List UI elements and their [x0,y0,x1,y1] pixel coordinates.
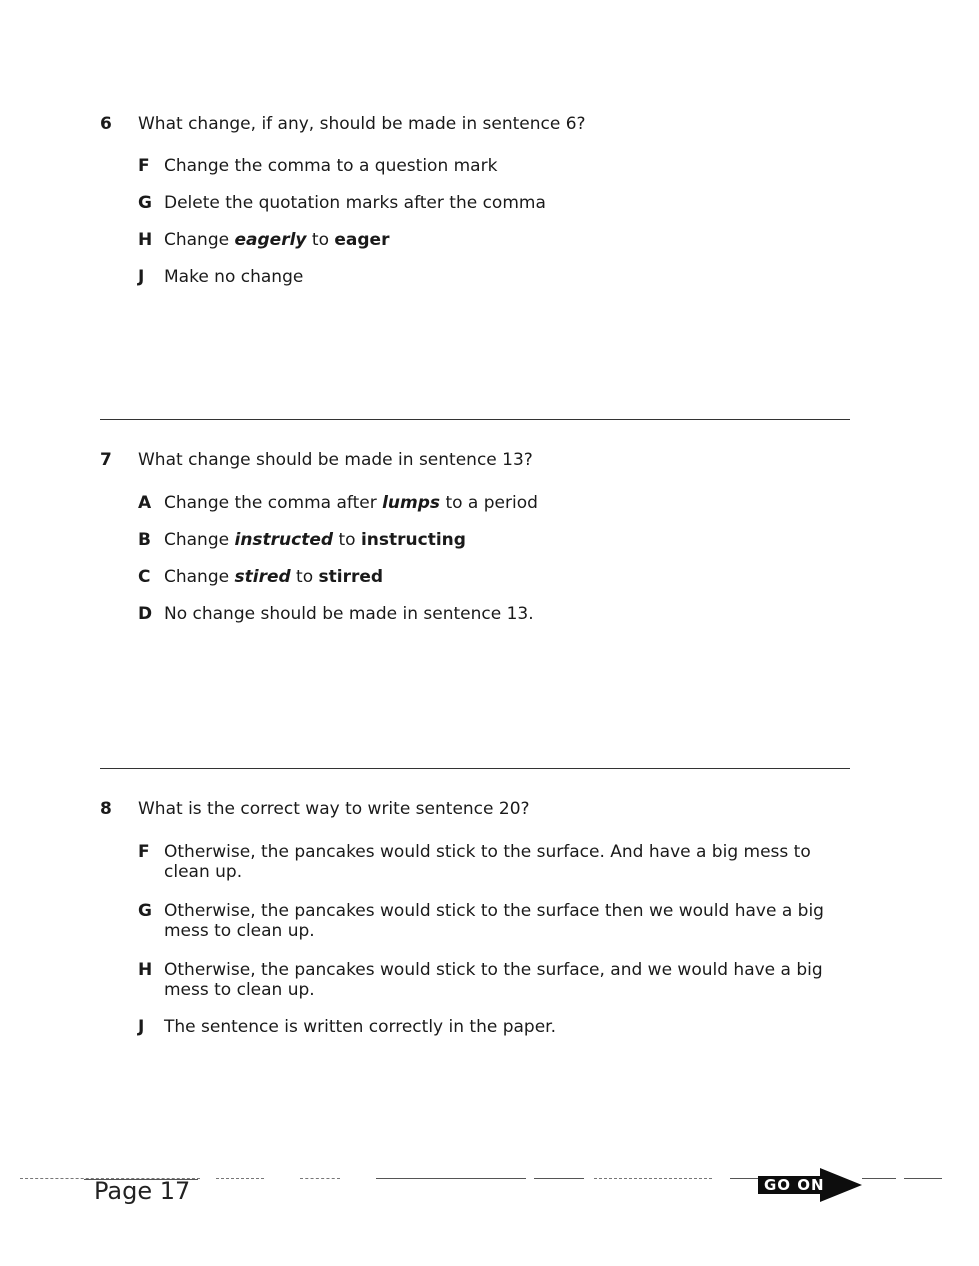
answer-option[interactable] [138,901,838,941]
option-text-part: Delete the quotation marks after the comma [164,193,546,213]
answer-option[interactable] [138,842,838,882]
option-text [164,1017,838,1037]
footer-rule [534,1178,584,1179]
option-text [164,193,860,213]
footer-rule [862,1178,896,1179]
page-number: Page 17 [94,1177,191,1205]
footer-rule [730,1178,760,1179]
question-stem: What change should be made in sentence 13? [138,450,533,470]
option-letter: D [138,604,153,624]
question-7 [100,450,860,624]
answer-option[interactable] [138,230,860,250]
option-letter: F [138,156,150,176]
go-on-label: GO ON [764,1176,825,1194]
option-text [164,230,860,250]
option-letter: J [138,267,145,287]
question-number: 8 [100,799,112,819]
option-text [164,604,860,624]
question-stem: What change, if any, should be made in sentence 6? [138,114,586,134]
answer-option[interactable] [138,267,860,287]
answer-option[interactable] [138,960,838,1000]
option-text [164,567,860,587]
option-letter: J [138,1017,145,1037]
page-footer [0,1160,979,1220]
answer-option[interactable] [138,193,860,213]
option-text-part: to [306,230,335,250]
emphasized-word: eager [334,230,390,250]
option-text [164,530,860,550]
option-letter: A [138,493,152,513]
option-text-part: Change [164,567,235,587]
emphasized-word: lumps [382,493,441,513]
answer-option[interactable] [138,530,860,550]
option-text-part: to [290,567,319,587]
emphasized-word: eagerly [234,230,307,250]
option-text-part: The sentence is written correctly in the paper. [164,1017,556,1037]
option-letter: H [138,960,153,980]
emphasized-word: stired [234,567,291,587]
footer-rule [376,1178,526,1179]
option-text-part: Otherwise, the pancakes would stick to the surface then we would have a big mess to clean up. [164,901,830,941]
section-divider [100,768,850,769]
option-text-part: Otherwise, the pancakes would stick to the surface. And have a big mess to clean up. [164,842,817,882]
option-text-part: to [333,530,361,550]
option-text-part: Make no change [164,267,304,287]
option-text-part: Change the comma to a question mark [164,156,498,176]
emphasized-word: instructed [234,530,334,550]
question-number: 6 [100,114,112,134]
go-on-arrow [758,1168,862,1202]
option-letter: F [138,842,150,862]
footer-rule [904,1178,942,1179]
option-letter: B [138,530,151,550]
option-text [164,493,860,513]
answer-option[interactable] [138,493,860,513]
option-text [164,842,838,882]
answer-option[interactable] [138,567,860,587]
option-text [164,267,860,287]
answer-option[interactable] [138,604,860,624]
question-6 [100,114,860,287]
answer-options [138,842,838,1037]
option-text-part: Change [164,230,235,250]
question-stem: What is the correct way to write sentence 20? [138,799,530,819]
option-letter: C [138,567,151,587]
question-8 [100,799,860,1037]
option-text-part: Change [164,530,235,550]
answer-option[interactable] [138,156,860,176]
option-text-part: to a period [440,493,538,513]
footer-rule [594,1178,712,1179]
option-text-part: No change should be made in sentence 13. [164,604,534,624]
option-text-part: Otherwise, the pancakes would stick to the surface, and we would have a big mess to clean up. [164,960,829,1000]
section-divider [100,419,850,420]
answer-options [138,493,860,624]
option-letter: H [138,230,153,250]
option-letter: G [138,901,152,921]
option-text [164,156,860,176]
answer-option[interactable] [138,1017,838,1037]
emphasized-word: stirred [318,567,384,587]
emphasized-word: instructing [360,530,466,550]
option-text [164,901,838,941]
option-letter: G [138,193,152,213]
footer-rule [216,1178,264,1179]
option-text [164,960,838,1000]
question-number: 7 [100,450,112,470]
option-text-part: Change the comma after [164,493,383,513]
footer-rule [300,1178,340,1179]
answer-options [138,156,860,287]
